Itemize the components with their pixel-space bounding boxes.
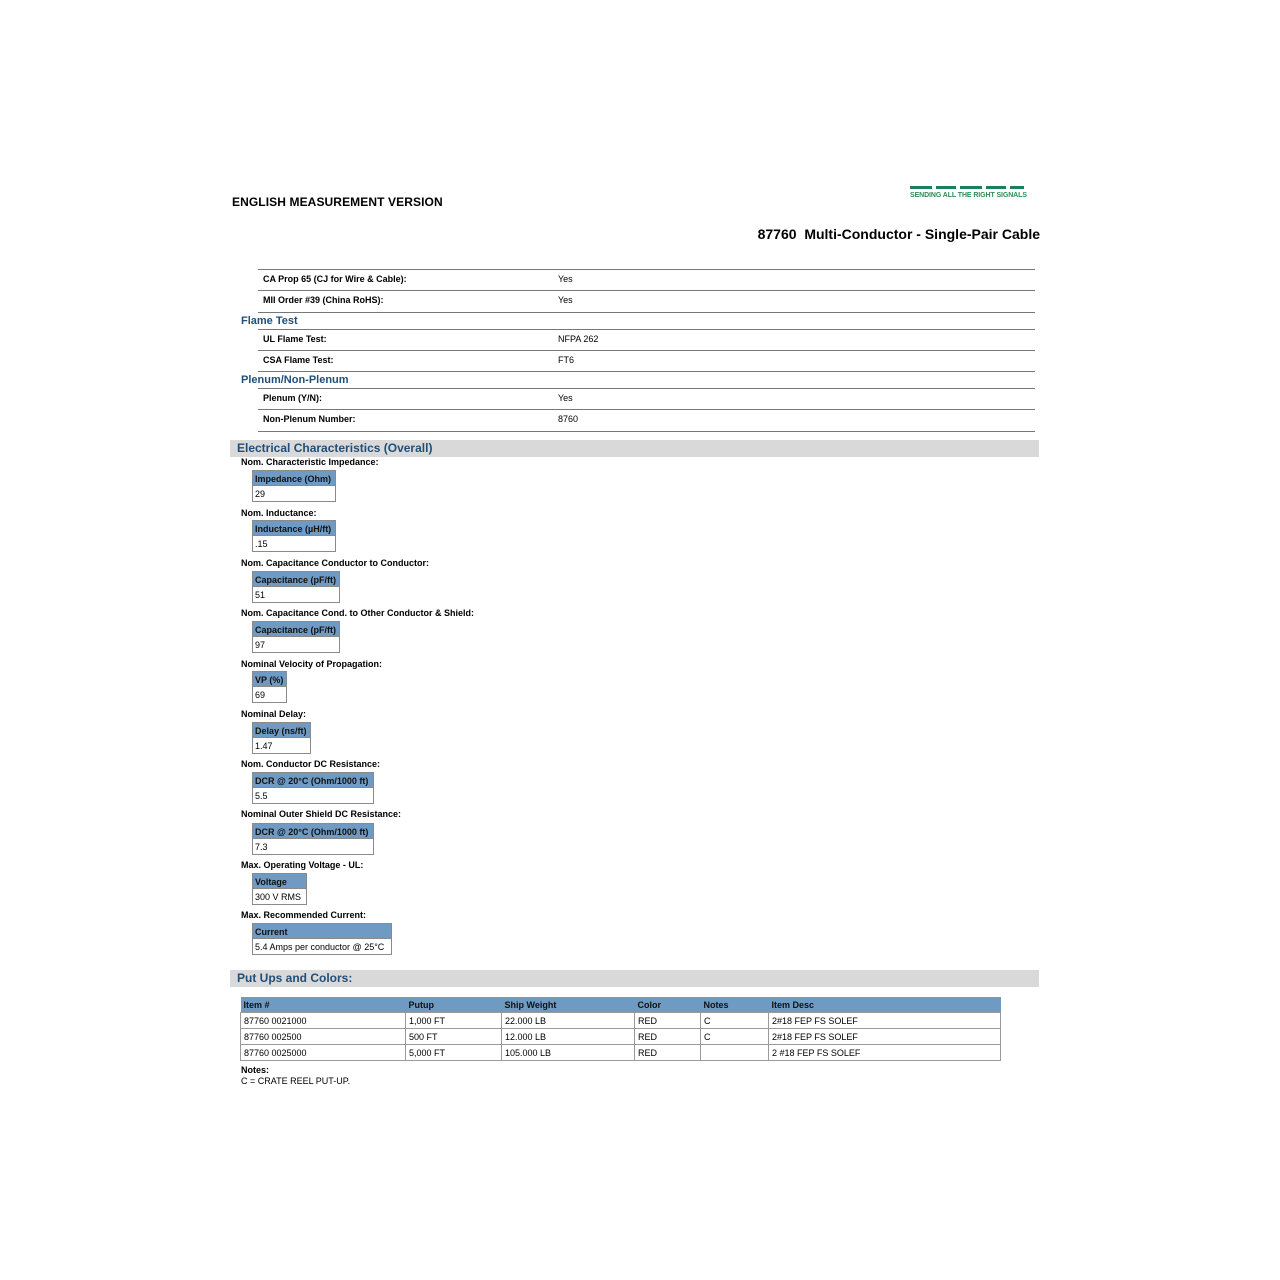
param-label: Max. Recommended Current: — [241, 910, 367, 920]
param-header: VP (%) — [253, 672, 287, 687]
table-cell: 5,000 FT — [406, 1045, 502, 1061]
row-key: Non-Plenum Number: — [263, 414, 356, 424]
param-value: .15 — [253, 536, 336, 552]
table-cell: 87760 0025000 — [241, 1045, 406, 1061]
column-header: Item Desc — [769, 997, 1001, 1013]
row-value: Yes — [558, 274, 573, 284]
param-label: Max. Operating Voltage - UL: — [241, 860, 364, 870]
column-header: Ship Weight — [502, 997, 635, 1013]
row-key: CSA Flame Test: — [263, 355, 334, 365]
column-header: Color — [635, 997, 701, 1013]
param-header: Capacitance (pF/ft) — [253, 622, 340, 637]
column-header: Item # — [241, 997, 406, 1013]
param-table — [252, 772, 374, 804]
param-label: Nom. Capacitance Conductor to Conductor: — [241, 558, 430, 568]
putups-table — [240, 997, 1001, 1061]
putups-heading: Put Ups and Colors: — [237, 971, 353, 985]
logo-tagline: SENDING ALL THE RIGHT SIGNALS — [910, 192, 1027, 199]
param-table — [252, 671, 287, 703]
table-row — [241, 1045, 1001, 1061]
param-header: Impedance (Ohm) — [253, 471, 336, 486]
row-key: MII Order #39 (China RoHS): — [263, 295, 384, 305]
param-table — [252, 621, 340, 653]
param-label: Nominal Outer Shield DC Resistance: — [241, 809, 402, 819]
param-table — [252, 873, 307, 905]
table-cell: 2#18 FEP FS SOLEF — [769, 1029, 1001, 1045]
divider — [258, 312, 1035, 313]
param-header: Capacitance (pF/ft) — [253, 572, 340, 587]
param-value: 7.3 — [253, 839, 374, 855]
param-value: 51 — [253, 587, 340, 603]
param-table — [252, 520, 336, 552]
param-value: 300 V RMS — [253, 889, 307, 905]
row-value: Yes — [558, 393, 573, 403]
param-label: Nom. Conductor DC Resistance: — [241, 759, 381, 769]
product-title: 87760 Multi-Conductor - Single-Pair Cable — [757, 226, 1040, 242]
table-cell: 2 #18 FEP FS SOLEF — [769, 1045, 1001, 1061]
compliance-row — [258, 290, 1035, 312]
plenum-heading: Plenum/Non-Plenum — [241, 374, 349, 386]
brand-logo — [910, 186, 1026, 204]
param-value: 69 — [253, 687, 287, 703]
table-cell: RED — [635, 1029, 701, 1045]
param-table — [252, 722, 311, 754]
table-row — [241, 1013, 1001, 1029]
param-header: Inductance (µH/ft) — [253, 521, 336, 536]
table-cell: 1,000 FT — [406, 1013, 502, 1029]
table-cell: C — [701, 1029, 769, 1045]
param-label: Nominal Delay: — [241, 709, 307, 719]
param-label: Nominal Velocity of Propagation: — [241, 659, 383, 669]
divider — [258, 431, 1035, 432]
table-cell: 105.000 LB — [502, 1045, 635, 1061]
param-table — [252, 923, 392, 955]
notes-text: C = CRATE REEL PUT-UP. — [241, 1076, 351, 1086]
param-value: 29 — [253, 486, 336, 502]
row-key: CA Prop 65 (CJ for Wire & Cable): — [263, 274, 407, 284]
flame-row — [258, 329, 1035, 351]
param-label: Nom. Capacitance Cond. to Other Conductor & Shield: — [241, 608, 475, 618]
param-value: 5.4 Amps per conductor @ 25°C — [253, 939, 392, 955]
flame-test-heading: Flame Test — [241, 315, 298, 327]
param-table — [252, 823, 374, 855]
param-header: Current — [253, 924, 392, 939]
row-key: UL Flame Test: — [263, 334, 327, 344]
flame-row — [258, 350, 1035, 372]
electrical-section-band — [230, 440, 1039, 457]
param-table — [252, 470, 336, 502]
row-value: Yes — [558, 295, 573, 305]
plenum-row — [258, 409, 1035, 431]
param-label: Nom. Inductance: — [241, 508, 317, 518]
table-cell: 22.000 LB — [502, 1013, 635, 1029]
electrical-heading: Electrical Characteristics (Overall) — [237, 441, 433, 455]
table-cell: 12.000 LB — [502, 1029, 635, 1045]
table-cell: 87760 002500 — [241, 1029, 406, 1045]
table-cell: 500 FT — [406, 1029, 502, 1045]
table-header-row — [241, 997, 1001, 1013]
param-header: Delay (ns/ft) — [253, 723, 311, 738]
param-label: Nom. Characteristic Impedance: — [241, 457, 379, 467]
param-value: 1.47 — [253, 738, 311, 754]
table-cell: 2#18 FEP FS SOLEF — [769, 1013, 1001, 1029]
measurement-version: ENGLISH MEASUREMENT VERSION — [232, 195, 443, 209]
param-header: DCR @ 20°C (Ohm/1000 ft) — [253, 773, 374, 788]
table-row — [241, 1029, 1001, 1045]
param-value: 5.5 — [253, 788, 374, 804]
table-cell — [701, 1045, 769, 1061]
table-cell: RED — [635, 1013, 701, 1029]
notes-heading: Notes: — [241, 1065, 270, 1075]
column-header: Notes — [701, 997, 769, 1013]
compliance-row — [258, 269, 1035, 291]
row-value: 8760 — [558, 414, 579, 424]
table-cell: C — [701, 1013, 769, 1029]
param-table — [252, 571, 340, 603]
param-value: 97 — [253, 637, 340, 653]
plenum-row — [258, 388, 1035, 410]
param-header: DCR @ 20°C (Ohm/1000 ft) — [253, 824, 374, 839]
row-key: Plenum (Y/N): — [263, 393, 323, 403]
param-header: Voltage — [253, 874, 307, 889]
table-cell: 87760 0021000 — [241, 1013, 406, 1029]
row-value: FT6 — [558, 355, 575, 365]
row-value: NFPA 262 — [558, 334, 599, 344]
table-cell: RED — [635, 1045, 701, 1061]
divider — [258, 371, 1035, 372]
putups-section-band — [230, 970, 1039, 987]
column-header: Putup — [406, 997, 502, 1013]
